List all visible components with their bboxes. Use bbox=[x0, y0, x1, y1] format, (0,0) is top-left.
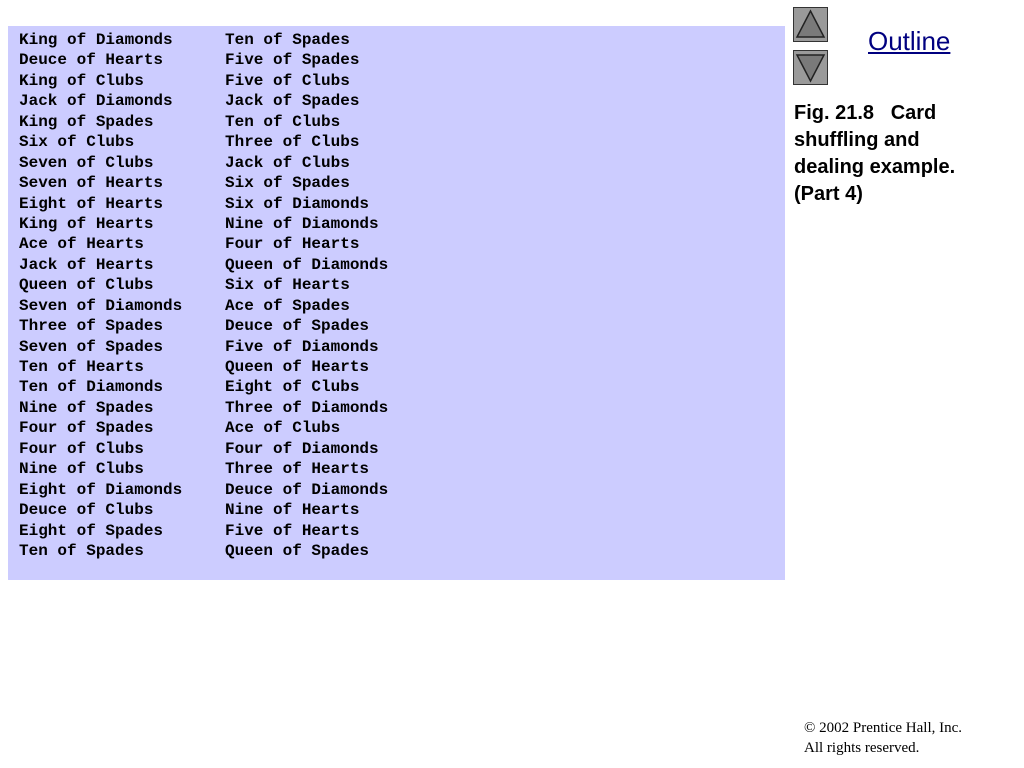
card-name-left: Six of Clubs bbox=[19, 133, 135, 152]
card-name-left: Ten of Spades bbox=[19, 541, 144, 560]
next-slide-button[interactable] bbox=[793, 50, 828, 85]
card-name-left: Eight of Diamonds bbox=[19, 480, 183, 499]
card-name-left: Seven of Hearts bbox=[19, 174, 164, 193]
output-row bbox=[19, 50, 785, 70]
card-name-left: Three of Spades bbox=[19, 317, 164, 336]
output-row bbox=[19, 541, 785, 561]
card-name-left: Jack of Diamonds bbox=[19, 92, 173, 111]
output-row bbox=[19, 255, 785, 275]
previous-slide-button[interactable] bbox=[793, 7, 828, 42]
card-name-left: Seven of Clubs bbox=[19, 153, 154, 172]
card-name-left: Four of Clubs bbox=[19, 439, 144, 458]
output-row bbox=[19, 91, 785, 111]
output-row bbox=[19, 418, 785, 438]
output-row bbox=[19, 459, 785, 479]
copyright-notice bbox=[804, 718, 962, 758]
output-row bbox=[19, 377, 785, 397]
card-name-left: Ace of Hearts bbox=[19, 235, 144, 254]
output-row bbox=[19, 521, 785, 541]
card-name-right: Nine of Diamonds bbox=[225, 214, 379, 233]
output-row bbox=[19, 30, 785, 50]
card-name-right: Six of Hearts bbox=[225, 276, 350, 295]
output-row bbox=[19, 275, 785, 295]
card-name-right: Six of Spades bbox=[225, 174, 350, 193]
card-name-right: Jack of Clubs bbox=[225, 153, 350, 172]
output-row bbox=[19, 71, 785, 91]
card-name-right: Five of Clubs bbox=[225, 71, 350, 90]
card-name-right: Four of Hearts bbox=[225, 235, 360, 254]
program-output-panel bbox=[8, 26, 785, 580]
rights-line: All rights reserved. bbox=[804, 740, 920, 756]
output-row bbox=[19, 500, 785, 520]
output-row bbox=[19, 296, 785, 316]
output-row bbox=[19, 153, 785, 173]
output-row bbox=[19, 194, 785, 214]
card-name-left: Queen of Clubs bbox=[19, 276, 154, 295]
output-row bbox=[19, 132, 785, 152]
triangle-up-icon bbox=[794, 8, 827, 41]
output-row bbox=[19, 234, 785, 254]
output-row bbox=[19, 398, 785, 418]
card-name-right: Jack of Spades bbox=[225, 92, 360, 111]
card-name-right: Five of Diamonds bbox=[225, 337, 379, 356]
output-row bbox=[19, 112, 785, 132]
card-name-left: King of Hearts bbox=[19, 214, 154, 233]
card-name-left: Ten of Hearts bbox=[19, 358, 144, 376]
card-name-left: Four of Spades bbox=[19, 419, 154, 438]
card-name-right: Ten of Spades bbox=[225, 31, 350, 49]
card-name-left: King of Diamonds bbox=[19, 31, 173, 49]
card-name-right: Eight of Clubs bbox=[225, 378, 360, 397]
card-name-left: King of Spades bbox=[19, 112, 154, 131]
card-name-right: Queen of Hearts bbox=[225, 358, 370, 376]
outline-link[interactable]: Outline bbox=[868, 26, 951, 56]
card-name-left: Nine of Spades bbox=[19, 398, 154, 417]
card-name-right: Ace of Spades bbox=[225, 296, 350, 315]
card-name-left: Jack of Hearts bbox=[19, 255, 154, 274]
card-name-right: Five of Spades bbox=[225, 51, 360, 70]
caption-line: dealing example. bbox=[794, 156, 956, 178]
card-name-left: Ten of Diamonds bbox=[19, 378, 164, 397]
card-name-right: Three of Clubs bbox=[225, 133, 360, 152]
card-name-right: Three of Hearts bbox=[225, 460, 370, 479]
card-name-right: Queen of Diamonds bbox=[225, 255, 389, 274]
card-name-right: Three of Diamonds bbox=[225, 398, 389, 417]
card-name-left: Seven of Spades bbox=[19, 337, 164, 356]
output-row bbox=[19, 316, 785, 336]
card-name-right: Nine of Hearts bbox=[225, 501, 360, 520]
card-name-right: Five of Hearts bbox=[225, 521, 360, 540]
output-row bbox=[19, 357, 785, 377]
card-name-left: Seven of Diamonds bbox=[19, 296, 183, 315]
card-name-right: Ace of Clubs bbox=[225, 419, 341, 438]
card-name-left: Deuce of Hearts bbox=[19, 51, 164, 70]
card-name-right: Deuce of Spades bbox=[225, 317, 370, 336]
output-row bbox=[19, 214, 785, 234]
caption-line: (Part 4) bbox=[794, 183, 863, 205]
output-row bbox=[19, 337, 785, 357]
card-name-left: King of Clubs bbox=[19, 71, 144, 90]
output-row bbox=[19, 439, 785, 459]
card-name-right: Ten of Clubs bbox=[225, 112, 341, 131]
card-name-left: Nine of Clubs bbox=[19, 460, 144, 479]
figure-caption bbox=[794, 100, 1009, 208]
caption-line: shuffling and bbox=[794, 129, 920, 151]
card-name-left: Eight of Spades bbox=[19, 521, 164, 540]
card-name-left: Eight of Hearts bbox=[19, 194, 164, 213]
caption-line: Fig. 21.8 Card bbox=[794, 102, 937, 124]
card-name-right: Six of Diamonds bbox=[225, 194, 370, 213]
output-row bbox=[19, 480, 785, 500]
copyright-line: © 2002 Prentice Hall, Inc. bbox=[804, 720, 963, 736]
card-name-right: Queen of Spades bbox=[225, 541, 370, 560]
triangle-down-icon bbox=[794, 51, 827, 84]
card-name-left: Deuce of Clubs bbox=[19, 501, 154, 520]
card-name-right: Deuce of Diamonds bbox=[225, 480, 389, 499]
output-row bbox=[19, 173, 785, 193]
card-name-right: Four of Diamonds bbox=[225, 439, 379, 458]
